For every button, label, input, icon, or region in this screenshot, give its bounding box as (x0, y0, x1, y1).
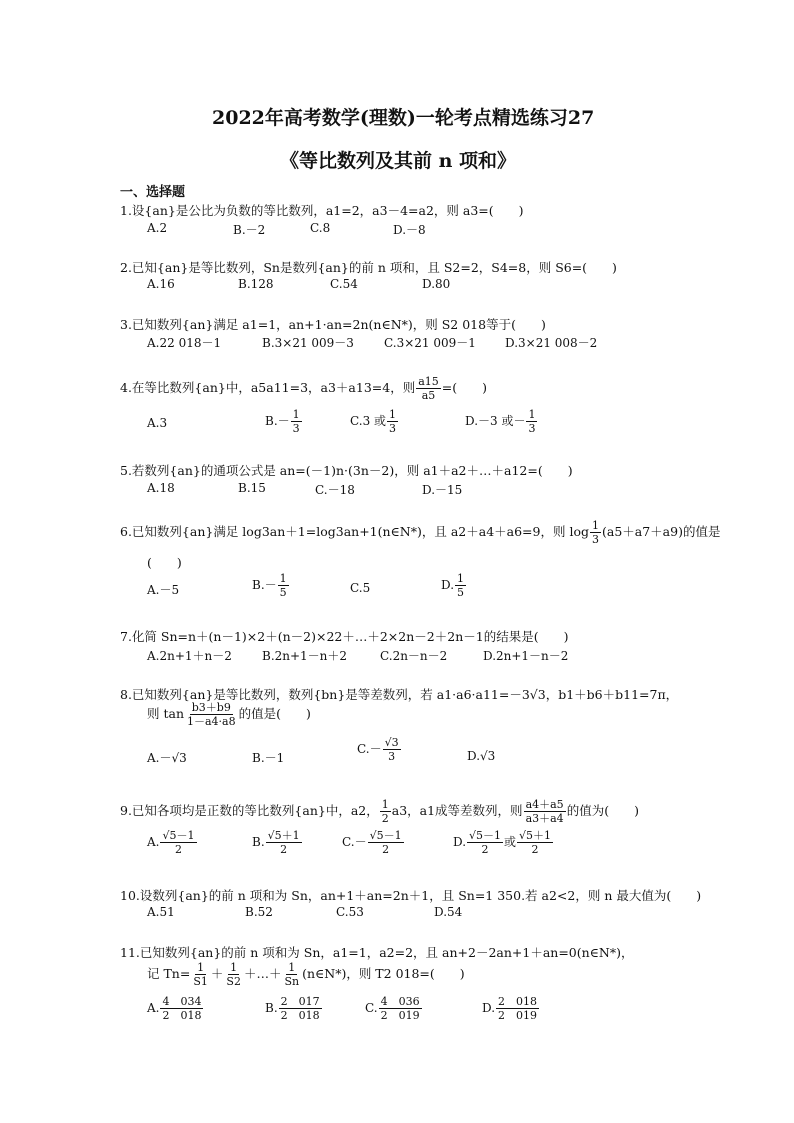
q9-b-den: 2 (280, 843, 288, 856)
q6-b-prefix: B.－ (252, 578, 277, 592)
q11-d-fraction (496, 995, 539, 1022)
q4-option-b (265, 408, 303, 435)
q4-c-prefix: C.3 或 (350, 414, 387, 428)
q9-fraction-num: a4＋a5 (525, 798, 564, 811)
question-7: 7.化简 Sn=n＋(n－1)×2＋(n－2)×22＋…＋2×2n－2＋2n－1的结果是( ) (120, 629, 569, 644)
q5-option-b: B.15 (238, 481, 266, 495)
q6-b-den: 5 (279, 586, 287, 599)
q4-stem: 4.在等比数列{an}中，a5a11=3，a3＋a13=4，则 (120, 380, 416, 395)
q9-a-fraction (160, 829, 196, 856)
q10-option-c: C.53 (336, 905, 364, 919)
q11-b-num: 2 017 (280, 995, 320, 1008)
q4-d-den: 3 (528, 422, 536, 435)
page-title: 2022年高考数学(理数)一轮考点精选练习27 (212, 107, 595, 129)
q11-t1-num: 1 (197, 961, 205, 974)
q6-option-a: A.－5 (147, 583, 180, 597)
q11-t2-den: S2 (226, 975, 241, 988)
q9-b-prefix: B. (252, 835, 265, 849)
q6-answer-paren: ( ) (147, 555, 182, 570)
q9-d-fraction-2 (517, 829, 553, 856)
q11-option-d (482, 995, 540, 1022)
q11-option-c (365, 995, 423, 1022)
q9-a-prefix: A. (147, 835, 160, 849)
q9-d-den: 2 (481, 843, 489, 856)
q11-tn-den: Sn (284, 975, 300, 988)
q4-tail: =( ) (441, 380, 488, 395)
q9-c-num: √5－1 (369, 829, 402, 842)
q11-option-a (147, 995, 204, 1022)
q4-option-c (350, 408, 399, 435)
q3-option-c: C.3×21 009－1 (384, 336, 476, 350)
q9-fraction (524, 798, 566, 825)
q4-b-num: 1 (292, 408, 300, 421)
q11-b-fraction (279, 995, 322, 1022)
q4-fraction (416, 375, 441, 402)
q11-a-num: 4 034 (162, 995, 202, 1008)
question-4 (120, 375, 487, 402)
q1-option-a: A.2 (147, 221, 168, 235)
q9-option-b (252, 829, 303, 856)
q7-option-c: C.2n－n－2 (380, 649, 448, 663)
q11-c-prefix: C. (365, 1001, 378, 1015)
q6-b-num: 1 (279, 572, 287, 585)
q9-half-den: 2 (381, 812, 389, 825)
q6-log-base (590, 519, 601, 546)
q4-fraction-den: a5 (421, 389, 436, 402)
question-11: 11.已知数列{an}的前 n 项和为 Sn，a1=1，a2=2，且 an+2－2an+1＋an=0(n∈N*)， (120, 945, 634, 960)
q6-d-num: 1 (457, 572, 465, 585)
q11-line2-prefix: 记 Tn= (147, 966, 191, 981)
q2-option-b: B.128 (238, 277, 274, 291)
q4-b-prefix: B.－ (265, 414, 290, 428)
q8-fraction (185, 701, 238, 728)
q6-stem: 6.已知数列{an}满足 log3an＋1=log3an+1(n∈N*)，且 a2＋a4＋a6=9，则 log (120, 524, 589, 539)
q11-b-prefix: B. (265, 1001, 278, 1015)
page-subtitle: 《等比数列及其前 n 项和》 (280, 150, 517, 172)
q4-option-a: A.3 (147, 416, 168, 430)
q9-c-den: 2 (382, 843, 390, 856)
q1-option-d: D.－8 (393, 223, 426, 237)
q4-fraction-num: a15 (418, 375, 439, 388)
q11-a-den: 2 018 (162, 1009, 202, 1022)
question-1: 1.设{an}是公比为负数的等比数列，a1=2，a3－4=a2，则 a3=( ) (120, 203, 524, 218)
q8-line2-prefix: 则 tan (147, 706, 184, 721)
q9-b-fraction (266, 829, 302, 856)
q9-c-prefix: C.－ (342, 835, 367, 849)
q1-option-b: B.－2 (233, 223, 266, 237)
q4-c-num: 1 (389, 408, 397, 421)
q8-option-c (357, 736, 402, 763)
q11-t2-num: 1 (230, 961, 238, 974)
q3-option-a: A.22 018－1 (147, 336, 222, 350)
q8-option-a: A.－√3 (147, 751, 187, 765)
q9-half-num: 1 (381, 798, 389, 811)
q9-tail: 的值为( ) (566, 803, 639, 818)
q11-t1-den: S1 (193, 975, 208, 988)
q5-option-a: A.18 (147, 481, 175, 495)
q4-option-d (465, 408, 538, 435)
question-3: 3.已知数列{an}满足 a1=1，an+1·an=2n(n∈N*)，则 S2 018等于( ) (120, 317, 546, 332)
q11-c-den: 2 019 (380, 1009, 420, 1022)
q9-option-d (453, 829, 554, 856)
q3-option-b: B.3×21 009－3 (262, 336, 354, 350)
q8-c-fraction (383, 736, 401, 763)
q8-option-d: D.√3 (467, 749, 496, 763)
q4-d-num: 1 (528, 408, 536, 421)
q11-term-2 (224, 961, 243, 988)
q6-option-c: C.5 (350, 581, 371, 595)
q5-option-c: C.－18 (315, 483, 355, 497)
question-2: 2.已知{an}是等比数列，Sn是数列{an}的前 n 项和，且 S2=2，S4=8，则 S6=( ) (120, 260, 617, 275)
q11-a-fraction (160, 995, 203, 1022)
q11-line2: 记 Tn= $\frac{1}{S1}$ ＋ $\frac{1}{S2}$ ＋…＋ $\frac{1}{Sn}$ (n∈N*)，则 T2 018=( ) (147, 961, 465, 988)
q9-option-a (147, 829, 198, 856)
q9-c-fraction (368, 829, 404, 856)
q9-d-num-2: √5＋1 (519, 829, 552, 842)
q6-base-num: 1 (591, 519, 599, 532)
q8-fraction-den: 1－a4·a8 (187, 715, 236, 728)
question-9 (120, 798, 639, 825)
q11-tn-num: 1 (288, 961, 296, 974)
q9-d-fraction (467, 829, 503, 856)
q4-b-den: 3 (292, 422, 300, 435)
question-6 (120, 519, 720, 546)
q9-stem-start: 9.已知各项均是正数的等比数列{an}中，a2， (120, 803, 379, 818)
q9-fraction-den: a3＋a4 (525, 812, 564, 825)
question-8: 8.已知数列{an}是等比数列，数列{bn}是等差数列，若 a1·a6·a11=－3√3，b1＋b6＋b11=7π， (120, 687, 679, 702)
q7-option-a: A.2n+1＋n－2 (147, 649, 232, 663)
q9-option-c (342, 829, 405, 856)
q4-d-prefix: D.－3 或－ (465, 414, 526, 428)
q9-stem-mid: a3，a1成等差数列，则 (391, 803, 523, 818)
section-heading: 一、选择题 (120, 185, 186, 200)
q11-term-1 (191, 961, 210, 988)
question-5: 5.若数列{an}的通项公式是 an=(－1)n·(3n－2)，则 a1＋a2＋…＋a12=( ) (120, 463, 573, 478)
q9-d-or: 或 (504, 835, 517, 849)
q9-d-den-2: 2 (531, 843, 539, 856)
q8-line2-tail: 的值是( ) (238, 706, 311, 721)
q7-option-d: D.2n+1－n－2 (483, 649, 569, 663)
q5-option-d: D.－15 (422, 483, 463, 497)
q11-c-num: 4 036 (380, 995, 420, 1008)
question-10: 10.设数列{an}的前 n 项和为 Sn，an+1＋an=2n＋1，且 Sn=1 350.若 a2<2，则 n 最大值为( ) (120, 888, 702, 903)
q11-b-den: 2 018 (280, 1009, 320, 1022)
q2-option-a: A.16 (147, 277, 175, 291)
q3-option-d: D.3×21 008－2 (505, 336, 598, 350)
q11-d-den: 2 019 (498, 1009, 538, 1022)
q4-d-fraction (526, 408, 537, 435)
q11-dots: ＋…＋ (243, 966, 282, 981)
q11-term-n (282, 961, 301, 988)
q9-a-num: √5－1 (162, 829, 195, 842)
q10-option-d: D.54 (434, 905, 463, 919)
q1-option-c: C.8 (310, 221, 331, 235)
q9-d-num: √5－1 (469, 829, 502, 842)
q10-option-b: B.52 (245, 905, 273, 919)
q2-option-c: C.54 (330, 277, 358, 291)
q11-a-prefix: A. (147, 1001, 160, 1015)
q9-d-prefix: D. (453, 835, 467, 849)
q6-b-fraction (278, 572, 289, 599)
q8-fraction-num: b3＋b9 (191, 701, 231, 714)
q6-option-b (252, 572, 290, 599)
q6-d-prefix: D. (441, 578, 455, 592)
q7-option-b: B.2n+1－n＋2 (262, 649, 348, 663)
q6-tail: (a5＋a7＋a9)的值是 (601, 524, 721, 539)
q8-option-b: B.－1 (252, 751, 285, 765)
q11-d-prefix: D. (482, 1001, 496, 1015)
q8-c-num: √3 (384, 736, 399, 749)
q9-half (380, 798, 391, 825)
q10-option-a: A.51 (147, 905, 175, 919)
q4-c-fraction (387, 408, 398, 435)
q6-base-den: 3 (591, 533, 599, 546)
q6-option-d (441, 572, 467, 599)
q11-c-fraction (379, 995, 422, 1022)
q11-option-b (265, 995, 323, 1022)
q8-line2 (147, 701, 311, 728)
q11-d-num: 2 018 (498, 995, 538, 1008)
q9-a-den: 2 (174, 843, 182, 856)
q8-c-den: 3 (388, 750, 396, 763)
q8-c-prefix: C.－ (357, 742, 382, 756)
q6-d-fraction (455, 572, 466, 599)
q6-d-den: 5 (457, 586, 465, 599)
q4-b-fraction (291, 408, 302, 435)
q11-line2-tail: (n∈N*)，则 T2 018=( ) (302, 966, 465, 981)
q4-c-den: 3 (389, 422, 397, 435)
q2-option-d: D.80 (422, 277, 451, 291)
q9-b-num: √5＋1 (267, 829, 300, 842)
